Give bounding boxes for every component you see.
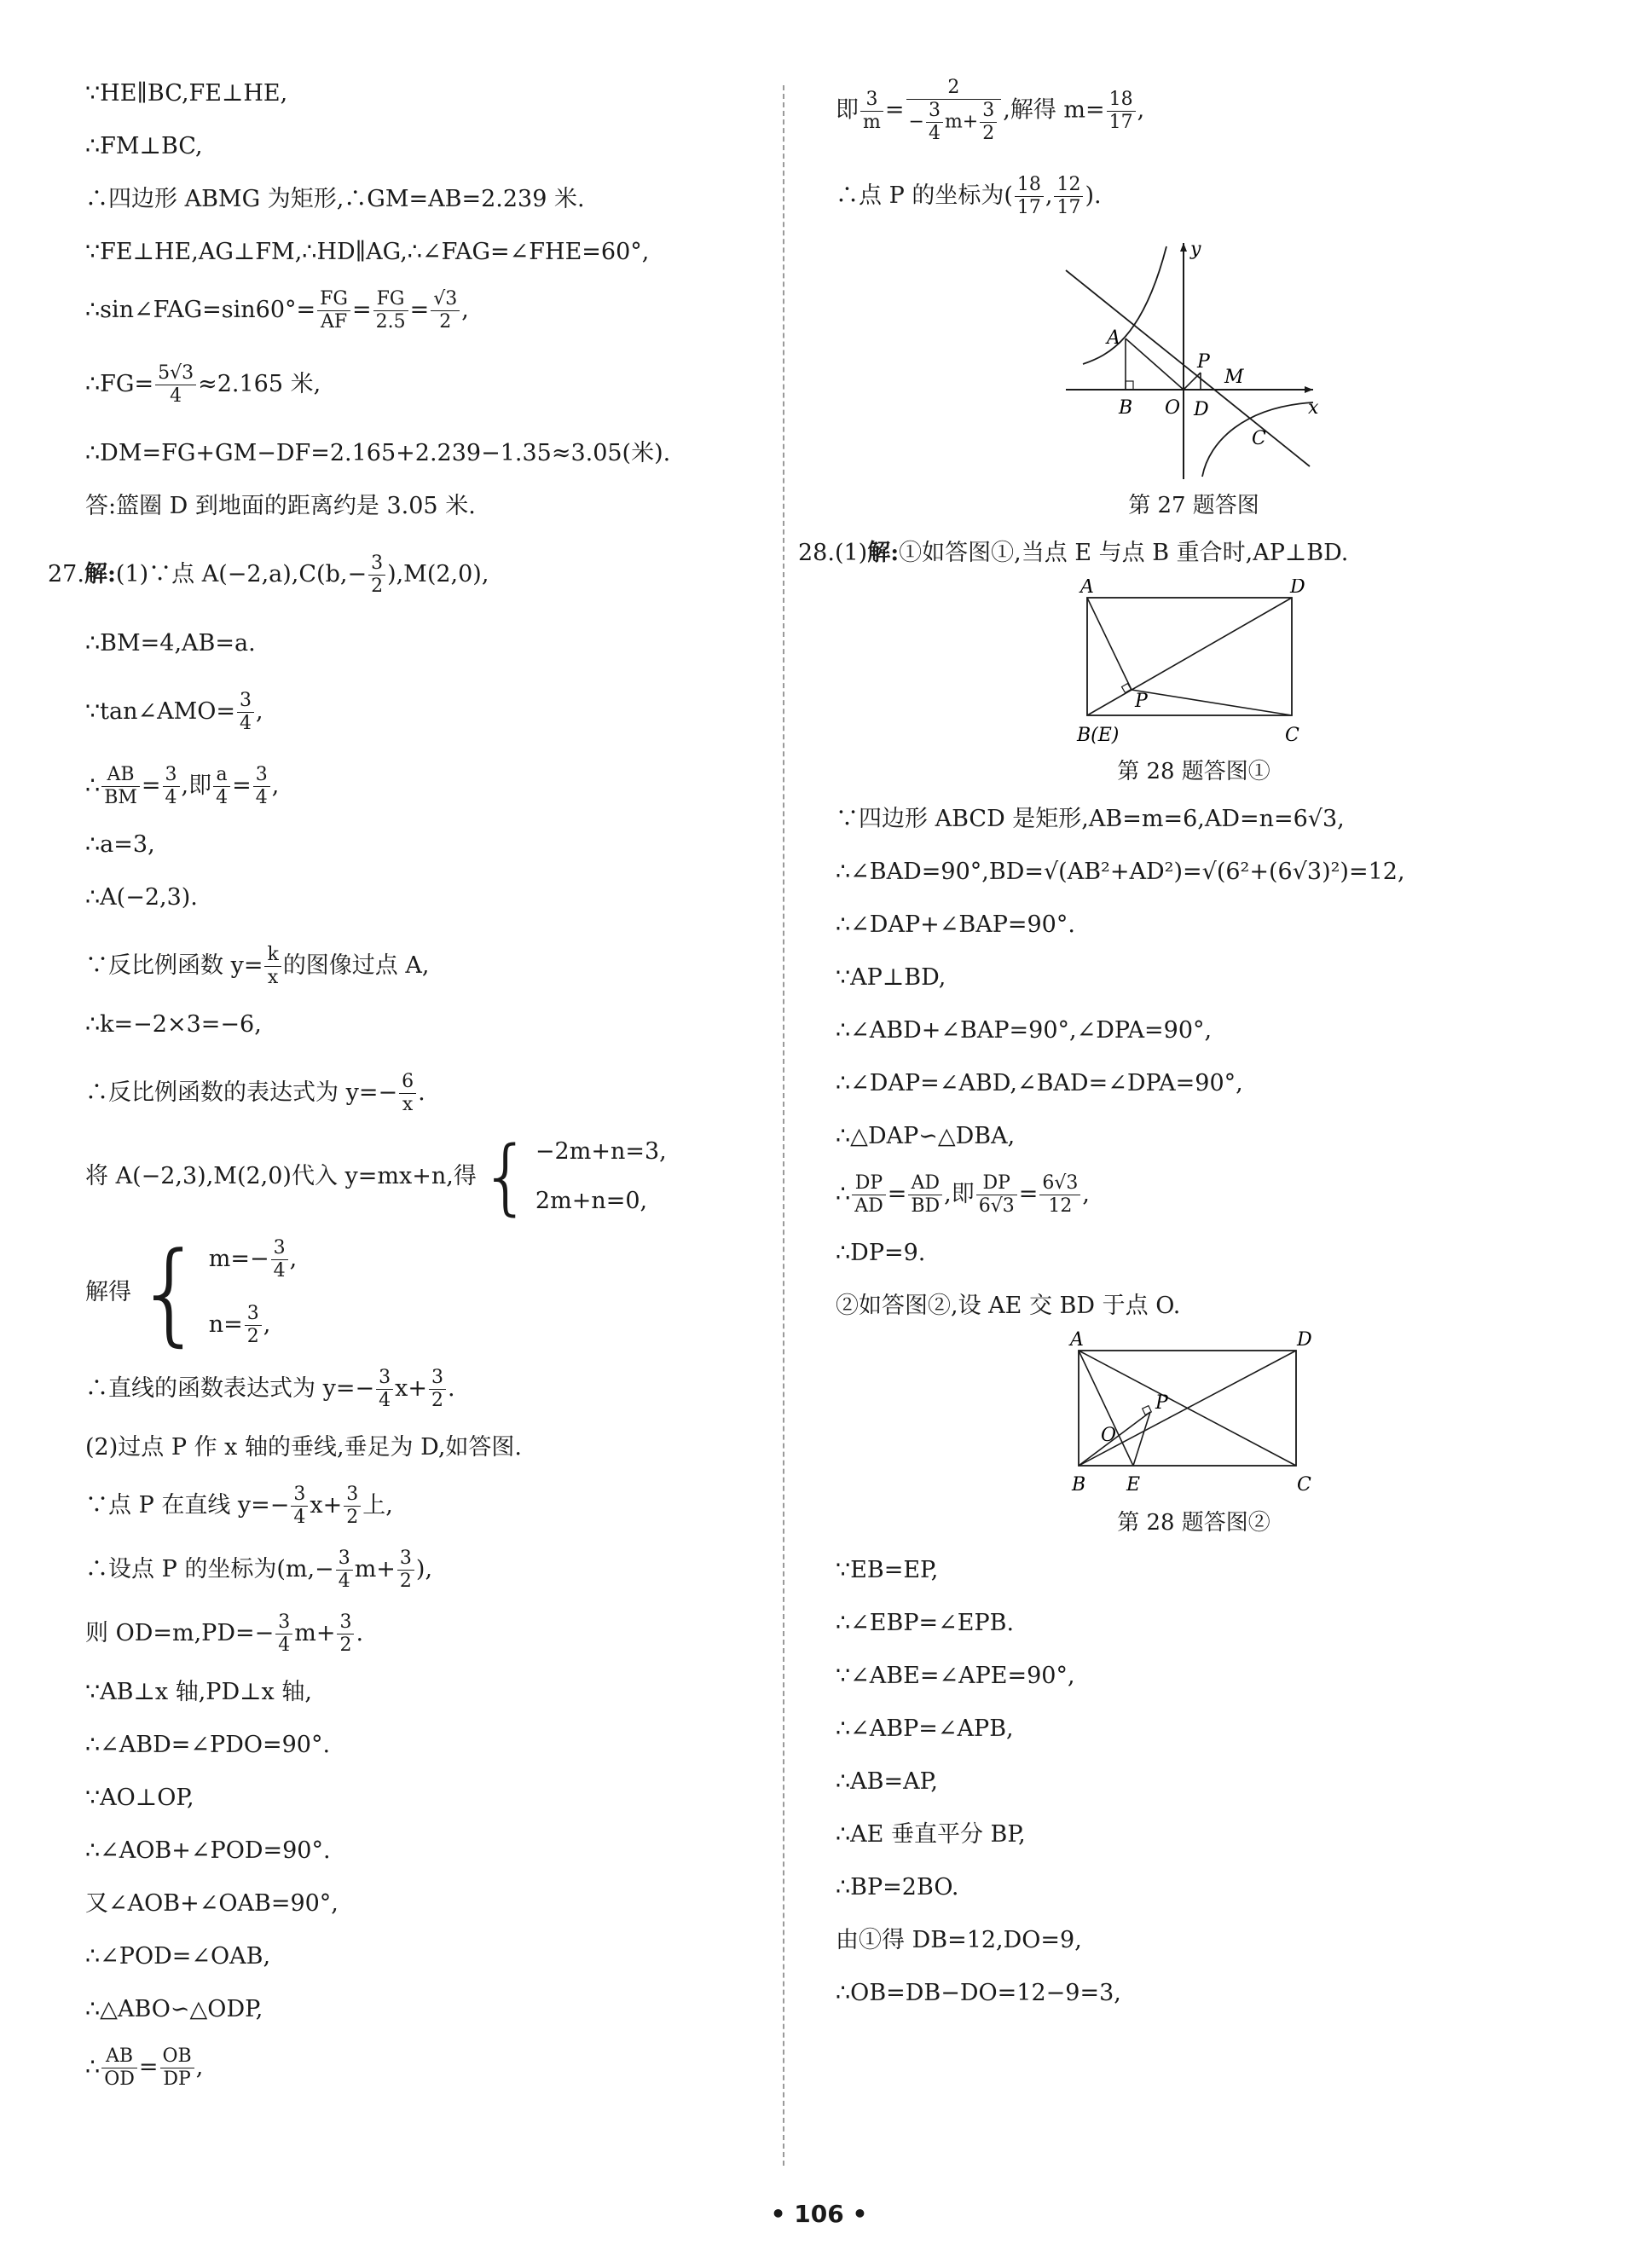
equation-line: ∴点 P 的坐标为( $\frac{18}{17}$ , $\frac{12}{17}$ ). bbox=[836, 174, 1102, 218]
x-axis-arrow-icon bbox=[1305, 386, 1313, 393]
text-line: ∴OB=DB−DO=12−9=3, bbox=[836, 1980, 1121, 2006]
equation-line: ∵点 P 在直线 y=− $\frac{3}{4}$ x+ $\frac{3}{2}$ 上, bbox=[85, 1484, 393, 1528]
equation-line: ∴ $\frac{AB}{OD}$ = $\frac{OB}{DP}$ , bbox=[85, 2045, 204, 2090]
compound-fraction: 2 − $\frac{3}{4}$ m+ $\frac{3}{2}$ bbox=[906, 77, 1002, 145]
label-o: O bbox=[1165, 397, 1181, 419]
text-line: (2)过点 P 作 x 轴的垂线,垂足为 D,如答图. bbox=[85, 1434, 522, 1461]
text-line: ∴∠DAP=∠ABD,∠BAD=∠DPA=90°, bbox=[836, 1070, 1243, 1096]
text-line: ∴∠ABD+∠BAP=90°,∠DPA=90°, bbox=[836, 1017, 1213, 1044]
text-line: 答:篮圈 D 到地面的距离约是 3.05 米. bbox=[85, 493, 476, 519]
segment-ae bbox=[1079, 1351, 1133, 1466]
text-line: ∵∠ABE=∠APE=90°, bbox=[836, 1663, 1075, 1689]
text-line: ∴四边形 ABMG 为矩形,∴GM=AB=2.239 米. bbox=[85, 186, 585, 212]
label-p: P bbox=[1197, 351, 1210, 373]
label-b: B bbox=[1119, 397, 1133, 419]
brace: { bbox=[479, 1129, 532, 1224]
equation-line: ∵tan∠AMO= $\frac{3}{4}$ , bbox=[85, 690, 263, 734]
label-a: A bbox=[1107, 327, 1120, 349]
text-line: ∴DP=9. bbox=[836, 1240, 926, 1266]
fraction: $\frac{FG}{AF}$ bbox=[317, 288, 350, 333]
label-a: A bbox=[1070, 1330, 1084, 1351]
text-line: ∵EB=EP, bbox=[836, 1557, 939, 1583]
equation-line: ∴反比例函数的表达式为 y=− $\frac{6}{x}$ . bbox=[85, 1071, 425, 1115]
text-line: ∴AB=AP, bbox=[836, 1768, 938, 1795]
label-p: P bbox=[1135, 691, 1148, 712]
text-line: ∴△ABO∽△ODP, bbox=[85, 1996, 263, 2022]
equation-line: ∴设点 P 的坐标为(m,− $\frac{3}{4}$ m+ $\frac{3}{2}$ ), bbox=[85, 1548, 433, 1592]
label-b: B bbox=[1072, 1474, 1086, 1496]
text-line: ∵HE∥BC,FE⊥HE, bbox=[85, 80, 288, 107]
text-line: ∴∠EBP=∠EPB. bbox=[836, 1610, 1015, 1636]
text-line: ∴∠ABP=∠APB, bbox=[836, 1715, 1014, 1742]
question-27-heading: 27.解:(1)∵点 A(−2,a),C(b,− $\frac{3}{2}$ ),M(2,0), bbox=[48, 553, 489, 597]
text-line: ∴DM=FG+GM−DF=2.165+2.239−1.35≈3.05(米). bbox=[85, 440, 671, 466]
column-divider bbox=[783, 85, 784, 2166]
text-line: ∴BM=4,AB=a. bbox=[85, 630, 256, 657]
equation-line: ∵反比例函数 y= $\frac{k}{x}$ 的图像过点 A, bbox=[85, 944, 430, 988]
right-column bbox=[798, 77, 1552, 2011]
text-line: ∵FE⊥HE,AG⊥FM,∴HD∥AG,∴∠FAG=∠FHE=60°, bbox=[85, 239, 650, 265]
question-28-heading: 28.(1)解:①如答图①,当点 E 与点 B 重合时,AP⊥BD. bbox=[798, 540, 1349, 566]
equation-line: ∴ $\frac{DP}{AD}$ = $\frac{AD}{BD}$ ,即 $\frac{DP}{6√3}$ = $\frac{6√3}{12}$ , bbox=[836, 1172, 1090, 1217]
text-line: ∵AP⊥BD, bbox=[836, 964, 946, 991]
segment-op bbox=[1184, 373, 1201, 390]
text-line: ∴A(−2,3). bbox=[85, 884, 198, 911]
equation-line: 即 $\frac{3}{m}$ = 2 − $\frac{3}{4}$ m+ $\frac{3}{2}$ ,解得 m= $\frac{18}{17}$ , bbox=[836, 77, 1145, 144]
figure-28-2 bbox=[1062, 1330, 1326, 1501]
fraction: $\frac{FG}{2.5}$ bbox=[373, 288, 408, 333]
segment-pc bbox=[1132, 690, 1292, 715]
left-column bbox=[48, 77, 767, 2091]
text-line: ∵AO⊥OP, bbox=[85, 1785, 194, 1811]
label-c: C bbox=[1297, 1474, 1311, 1496]
label-e: E bbox=[1126, 1474, 1141, 1496]
label-be: B(E) bbox=[1077, 725, 1120, 746]
text: ∴sin∠FAG=sin60°= bbox=[85, 297, 316, 323]
text-line: ∴∠ABD=∠PDO=90°. bbox=[85, 1732, 331, 1758]
label-d: D bbox=[1194, 399, 1209, 420]
diagonal-bd bbox=[1087, 598, 1292, 715]
label-d: D bbox=[1297, 1330, 1312, 1351]
figure-27-caption: 第 27 题答图 bbox=[1128, 493, 1259, 518]
segment-ao bbox=[1126, 338, 1184, 390]
text-line: ∴a=3, bbox=[85, 831, 155, 858]
text-line: ∴∠AOB+∠POD=90°. bbox=[85, 1837, 331, 1864]
figure-27-graph bbox=[1057, 236, 1330, 483]
right-angle-mark bbox=[1126, 381, 1133, 390]
equation-system: 将 A(−2,3),M(2,0)代入 y=mx+n,得 { −2m+n=3, 2m+n=0, bbox=[85, 1129, 667, 1224]
text-line: ∵四边形 ABCD 是矩形,AB=m=6,AD=n=6√3, bbox=[836, 806, 1345, 832]
equation-line: 则 OD=m,PD=− $\frac{3}{4}$ m+ $\frac{3}{2}$ . bbox=[85, 1611, 364, 1656]
text-line: ∴AE 垂直平分 BP, bbox=[836, 1821, 1026, 1848]
equation-line: ∴FG= $\frac{5√3}{4}$ ≈2.165 米, bbox=[85, 362, 321, 407]
text-line: ②如答图②,设 AE 交 BD 于点 O. bbox=[836, 1293, 1181, 1319]
text-line: ∵AB⊥x 轴,PD⊥x 轴, bbox=[85, 1679, 312, 1705]
text-line: ∴△DAP∽△DBA, bbox=[836, 1123, 1016, 1149]
text-line: ∴BP=2BO. bbox=[836, 1874, 959, 1901]
segment-ep bbox=[1133, 1412, 1150, 1466]
equation-line: ∴直线的函数表达式为 y=− $\frac{3}{4}$ x+ $\frac{3}{2}$ . bbox=[85, 1367, 455, 1411]
text-line: ∴∠BAD=90°,BD=√(AB²+AD²)=√(6²+(6√3)²)=12, bbox=[836, 859, 1405, 885]
text-line: ∴∠POD=∠OAB, bbox=[85, 1943, 271, 1970]
hyperbola-branch-upper bbox=[1083, 246, 1166, 364]
text-line: 又∠AOB+∠OAB=90°, bbox=[85, 1890, 339, 1917]
fraction: $\frac{√3}{2}$ bbox=[431, 288, 460, 333]
label-x: x bbox=[1308, 397, 1319, 419]
label-a: A bbox=[1080, 579, 1094, 598]
label-p: P bbox=[1155, 1392, 1168, 1414]
page-number: • 106 • bbox=[770, 2200, 868, 2228]
equation-line: ∴sin∠FAG=sin60°= $\frac{FG}{AF}$ = $\frac{FG}{2.5}$ = $\frac{√3}{2}$ , bbox=[85, 288, 469, 333]
label-c: C bbox=[1285, 725, 1299, 746]
figure-28-1 bbox=[1070, 579, 1317, 749]
segment-ap bbox=[1087, 598, 1132, 690]
figure-28-1-caption: 第 28 题答图① bbox=[1117, 759, 1270, 784]
text-line: ∴FM⊥BC, bbox=[85, 133, 203, 159]
label-c: C bbox=[1252, 428, 1266, 449]
equation-line: ∴ $\frac{AB}{BM}$ = $\frac{3}{4}$ ,即 $\frac{a}{4}$ = $\frac{3}{4}$ , bbox=[85, 764, 280, 808]
label-y: y bbox=[1190, 239, 1201, 260]
fraction: $\frac{5√3}{4}$ bbox=[155, 362, 196, 408]
solution-system: 解得 { m=− $\frac{3}{4}$ , n= $\frac{3}{2}$ , bbox=[85, 1228, 298, 1357]
label-o: O bbox=[1101, 1425, 1117, 1446]
label-d: D bbox=[1290, 579, 1305, 598]
text-line: ∴k=−2×3=−6, bbox=[85, 1011, 262, 1038]
label-m: M bbox=[1224, 367, 1244, 388]
line-am bbox=[1066, 270, 1310, 466]
y-axis-arrow-icon bbox=[1180, 243, 1187, 252]
text-line: 由①得 DB=12,DO=9, bbox=[836, 1927, 1082, 1953]
text-line: ∴∠DAP+∠BAP=90°. bbox=[836, 911, 1075, 938]
figure-28-2-caption: 第 28 题答图② bbox=[1117, 1510, 1270, 1536]
